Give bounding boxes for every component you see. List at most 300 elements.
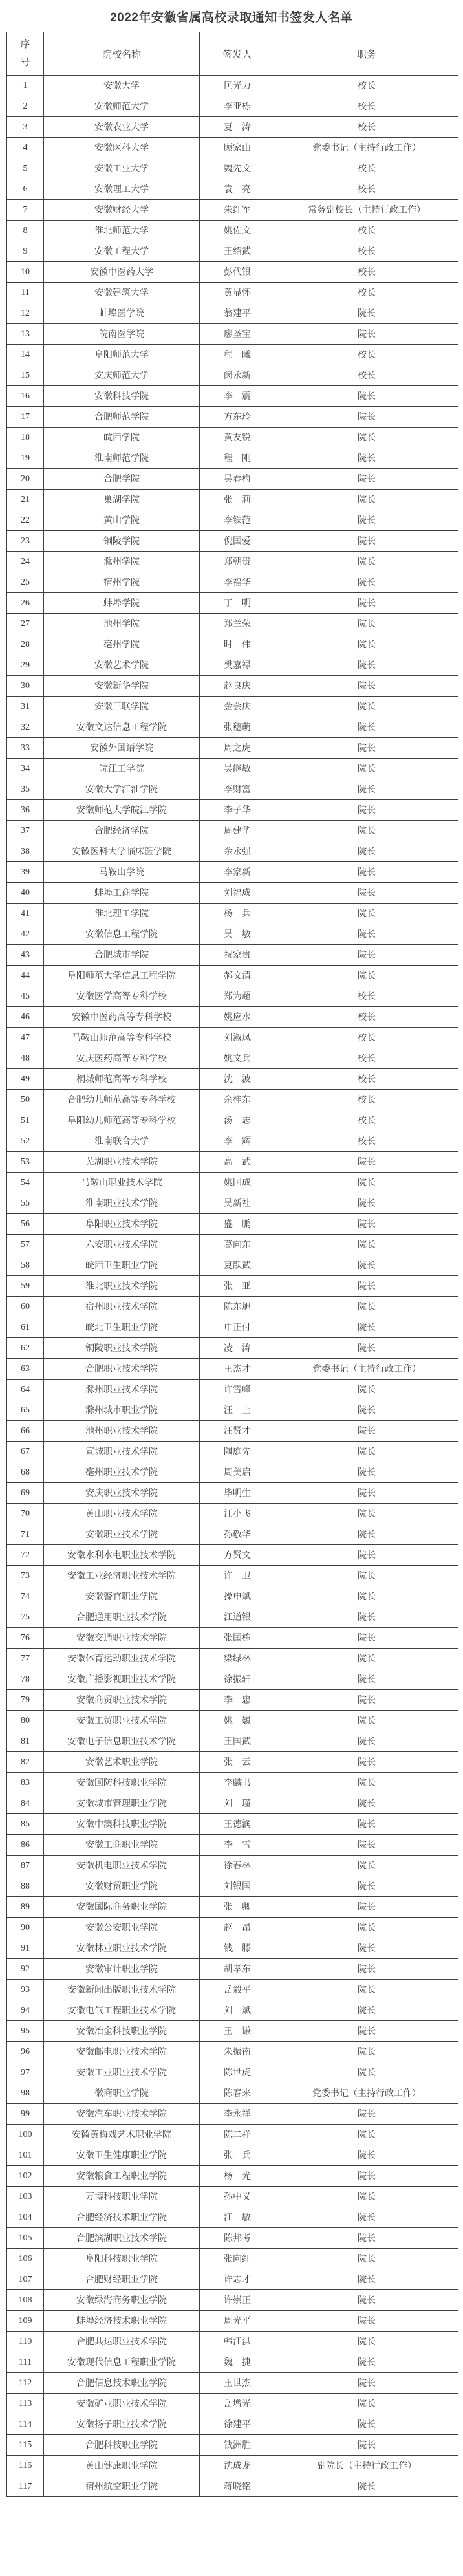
- cell-no: 45: [7, 986, 44, 1007]
- cell-position: 院长: [275, 2145, 458, 2166]
- cell-school: 蚌埠工商学院: [44, 883, 200, 904]
- cell-position: 院长: [275, 2249, 458, 2269]
- cell-no: 30: [7, 676, 44, 697]
- cell-school: 安徽科技学院: [44, 386, 200, 407]
- cell-signer: 凌 涛: [200, 1338, 275, 1359]
- cell-school: 安徽农业大学: [44, 117, 200, 138]
- table-row: [7, 986, 458, 1007]
- cell-no: 5: [7, 158, 44, 179]
- table-row: [7, 1255, 458, 1276]
- cell-position: 院长: [275, 904, 458, 924]
- cell-school: 安徽商贸职业技术学院: [44, 1690, 200, 1711]
- cell-position: 校长: [275, 1048, 458, 1069]
- cell-school: 安徽公安职业学院: [44, 1918, 200, 1938]
- cell-school: 安徽邮电职业技术学院: [44, 2042, 200, 2062]
- cell-signer: 陶庭先: [200, 1442, 275, 1462]
- cell-position: 院长: [275, 738, 458, 759]
- cell-signer: 余永强: [200, 841, 275, 862]
- table-row: [7, 738, 458, 759]
- cell-school: 安徽现代信息工程职业学院: [44, 2352, 200, 2373]
- cell-signer: 方贤文: [200, 1545, 275, 1566]
- cell-no: 15: [7, 365, 44, 386]
- cell-position: 院长: [275, 759, 458, 779]
- cell-no: 64: [7, 1380, 44, 1400]
- cell-signer: 李子华: [200, 800, 275, 821]
- cell-position: 院长: [275, 572, 458, 593]
- table-row: [7, 904, 458, 924]
- cell-school: 巢湖学院: [44, 490, 200, 510]
- cell-position: 院长: [275, 1731, 458, 1752]
- cell-school: 马鞍山学院: [44, 862, 200, 883]
- cell-position: 院长: [275, 2414, 458, 2435]
- cell-position: 院长: [275, 1442, 458, 1462]
- cell-school: 黄山健康职业学院: [44, 2456, 200, 2476]
- table-row: [7, 1069, 458, 1090]
- cell-school: 安徽工程大学: [44, 241, 200, 262]
- cell-position: 院长: [275, 1690, 458, 1711]
- cell-signer: 许雪峰: [200, 1380, 275, 1400]
- cell-no: 35: [7, 779, 44, 800]
- cell-school: 合肥学院: [44, 469, 200, 490]
- cell-school: 皖北卫生职业学院: [44, 1317, 200, 1338]
- cell-school: 安徽电子信息职业技术学院: [44, 1731, 200, 1752]
- cell-signer: 张穗萌: [200, 717, 275, 738]
- cell-school: 安徽粮食工程职业学院: [44, 2166, 200, 2187]
- table-row: [7, 676, 458, 697]
- cell-school: 阜阳师范大学: [44, 345, 200, 365]
- cell-signer: 孙敬华: [200, 1524, 275, 1545]
- table-row: [7, 1566, 458, 1586]
- cell-no: 60: [7, 1297, 44, 1317]
- cell-position: 校长: [275, 158, 458, 179]
- cell-school: 滁州学院: [44, 552, 200, 572]
- cell-signer: 翁建平: [200, 303, 275, 324]
- cell-signer: 孙中义: [200, 2187, 275, 2207]
- cell-position: 院长: [275, 1856, 458, 1876]
- cell-signer: 夏跃武: [200, 1255, 275, 1276]
- table-row: [7, 1669, 458, 1690]
- table-row: [7, 1856, 458, 1876]
- cell-no: 100: [7, 2125, 44, 2145]
- cell-no: 90: [7, 1918, 44, 1938]
- cell-signer: 刘 瑾: [200, 1793, 275, 1814]
- cell-no: 56: [7, 1214, 44, 1235]
- cell-position: 院长: [275, 1173, 458, 1193]
- cell-position: 院长: [275, 1897, 458, 1918]
- cell-school: 蚌埠学院: [44, 593, 200, 614]
- cell-no: 111: [7, 2352, 44, 2373]
- cell-school: 宿州职业技术学院: [44, 1297, 200, 1317]
- table-row: [7, 1545, 458, 1566]
- cell-no: 39: [7, 862, 44, 883]
- cell-signer: 高 武: [200, 1152, 275, 1173]
- cell-no: 105: [7, 2228, 44, 2249]
- cell-signer: 李亚栋: [200, 96, 275, 117]
- cell-school: 安徽冶金科技职业学院: [44, 2021, 200, 2042]
- cell-no: 12: [7, 303, 44, 324]
- cell-no: 9: [7, 241, 44, 262]
- cell-signer: 张 云: [200, 1752, 275, 1773]
- cell-position: 院长: [275, 1793, 458, 1814]
- cell-position: 院长: [275, 1607, 458, 1628]
- header-no: 序号: [7, 32, 44, 76]
- cell-signer: 王国武: [200, 1731, 275, 1752]
- table-row: [7, 2456, 458, 2476]
- cell-no: 14: [7, 345, 44, 365]
- table-row: [7, 2435, 458, 2456]
- cell-signer: 魏 捷: [200, 2352, 275, 2373]
- cell-position: 院长: [275, 1524, 458, 1545]
- cell-no: 57: [7, 1235, 44, 1255]
- cell-no: 84: [7, 1793, 44, 1814]
- table-row: [7, 1380, 458, 1400]
- table-row: [7, 1918, 458, 1938]
- cell-no: 25: [7, 572, 44, 593]
- table-row: [7, 1235, 458, 1255]
- table-row: [7, 2000, 458, 2021]
- cell-no: 85: [7, 1814, 44, 1835]
- cell-signer: 李财富: [200, 779, 275, 800]
- cell-signer: 李福华: [200, 572, 275, 593]
- cell-no: 22: [7, 510, 44, 531]
- cell-signer: 郑朝贵: [200, 552, 275, 572]
- cell-no: 11: [7, 283, 44, 303]
- cell-school: 合肥信息技术职业学院: [44, 2373, 200, 2394]
- cell-signer: 张 亚: [200, 1276, 275, 1297]
- table-row: [7, 1400, 458, 1421]
- cell-position: 校长: [275, 241, 458, 262]
- cell-signer: 沈 波: [200, 1069, 275, 1090]
- cell-no: 34: [7, 759, 44, 779]
- cell-no: 112: [7, 2373, 44, 2394]
- cell-no: 91: [7, 1938, 44, 1959]
- table-row: [7, 1214, 458, 1235]
- table-row: [7, 697, 458, 717]
- cell-signer: 陈东旭: [200, 1297, 275, 1317]
- table-row: [7, 96, 458, 117]
- cell-position: 校长: [275, 986, 458, 1007]
- cell-position: 院长: [275, 1400, 458, 1421]
- cell-school: 安徽广播影视职业技术学院: [44, 1669, 200, 1690]
- cell-signer: 闵永新: [200, 365, 275, 386]
- cell-position: 院长: [275, 1773, 458, 1793]
- cell-position: 院长: [275, 1752, 458, 1773]
- table-row: [7, 1442, 458, 1462]
- table-row: [7, 1028, 458, 1048]
- cell-school: 滁州城市职业学院: [44, 1400, 200, 1421]
- cell-school: 皖江工学院: [44, 759, 200, 779]
- cell-no: 96: [7, 2042, 44, 2062]
- table-row: [7, 283, 458, 303]
- cell-school: 安徽中医药高等专科学校: [44, 1007, 200, 1028]
- cell-school: 淮北师范大学: [44, 221, 200, 241]
- cell-school: 滁州职业技术学院: [44, 1380, 200, 1400]
- table-row: [7, 324, 458, 345]
- cell-no: 87: [7, 1856, 44, 1876]
- cell-position: 院长: [275, 2290, 458, 2311]
- cell-position: 院长: [275, 469, 458, 490]
- cell-no: 97: [7, 2062, 44, 2083]
- cell-no: 44: [7, 966, 44, 986]
- cell-no: 54: [7, 1173, 44, 1193]
- table-row: [7, 386, 458, 407]
- table-row: [7, 862, 458, 883]
- cell-signer: 李家新: [200, 862, 275, 883]
- cell-no: 59: [7, 1276, 44, 1297]
- cell-school: 安徽工业大学: [44, 158, 200, 179]
- table-row: [7, 1504, 458, 1524]
- cell-no: 77: [7, 1649, 44, 1669]
- cell-position: 党委书记（主持行政工作）: [275, 1359, 458, 1380]
- cell-signer: 胡孝东: [200, 1959, 275, 1980]
- cell-school: 安徽大学: [44, 76, 200, 96]
- cell-position: 党委书记（主持行政工作）: [275, 138, 458, 158]
- cell-signer: 周之虎: [200, 738, 275, 759]
- cell-signer: 时 伟: [200, 634, 275, 655]
- header-signer: 签发人: [200, 32, 275, 76]
- cell-signer: 姚国成: [200, 1173, 275, 1193]
- cell-school: 合肥师范学院: [44, 407, 200, 428]
- cell-no: 43: [7, 945, 44, 966]
- cell-signer: 张 莉: [200, 490, 275, 510]
- cell-signer: 陈邦考: [200, 2228, 275, 2249]
- cell-school: 宿州航空职业学院: [44, 2476, 200, 2497]
- cell-signer: 李 震: [200, 386, 275, 407]
- cell-no: 103: [7, 2187, 44, 2207]
- table-row: [7, 655, 458, 676]
- cell-position: 院长: [275, 1255, 458, 1276]
- cell-position: 校长: [275, 1090, 458, 1110]
- cell-signer: 姚文兵: [200, 1048, 275, 1069]
- cell-position: 校长: [275, 1131, 458, 1152]
- cell-no: 50: [7, 1090, 44, 1110]
- cell-no: 68: [7, 1462, 44, 1483]
- table-row: [7, 158, 458, 179]
- cell-signer: 岳增光: [200, 2394, 275, 2414]
- cell-school: 安徽中澳科技职业学院: [44, 1814, 200, 1835]
- page-title: 2022年安徽省属高校录取通知书签发人名单: [110, 11, 353, 25]
- cell-no: 82: [7, 1752, 44, 1773]
- cell-no: 24: [7, 552, 44, 572]
- table-row: [7, 821, 458, 841]
- cell-signer: 金会庆: [200, 697, 275, 717]
- cell-school: 安徽电气工程职业技术学院: [44, 2000, 200, 2021]
- cell-position: 院长: [275, 2000, 458, 2021]
- cell-position: 院长: [275, 2352, 458, 2373]
- table-row: [7, 1649, 458, 1669]
- cell-signer: 吴新社: [200, 1193, 275, 1214]
- cell-signer: 陈世虎: [200, 2062, 275, 2083]
- cell-school: 安徽师范大学皖江学院: [44, 800, 200, 821]
- cell-school: 安徽工商职业学院: [44, 1835, 200, 1856]
- cell-no: 72: [7, 1545, 44, 1566]
- cell-no: 46: [7, 1007, 44, 1028]
- cell-signer: 朱振南: [200, 2042, 275, 2062]
- table-row: [7, 1131, 458, 1152]
- cell-school: 阜阳幼儿师范高等专科学校: [44, 1110, 200, 1131]
- cell-no: 49: [7, 1069, 44, 1090]
- table-row: [7, 1876, 458, 1897]
- cell-position: 院长: [275, 1628, 458, 1649]
- cell-school: 安徽三联学院: [44, 697, 200, 717]
- table-row: [7, 1317, 458, 1338]
- cell-school: 安徽艺术学院: [44, 655, 200, 676]
- cell-position: 校长: [275, 1069, 458, 1090]
- cell-school: 安徽建筑大学: [44, 283, 200, 303]
- cell-no: 98: [7, 2083, 44, 2104]
- cell-signer: 方东玲: [200, 407, 275, 428]
- cell-signer: 王 谦: [200, 2021, 275, 2042]
- table-row: [7, 759, 458, 779]
- cell-no: 28: [7, 634, 44, 655]
- cell-position: 院长: [275, 2332, 458, 2352]
- cell-position: 院长: [275, 2207, 458, 2228]
- cell-position: 院长: [275, 2228, 458, 2249]
- cell-signer: 赵良庆: [200, 676, 275, 697]
- table-row: [7, 1959, 458, 1980]
- table-row: [7, 2311, 458, 2332]
- cell-position: 院长: [275, 614, 458, 634]
- cell-signer: 余桂东: [200, 1090, 275, 1110]
- cell-no: 8: [7, 221, 44, 241]
- cell-position: 院长: [275, 386, 458, 407]
- cell-no: 17: [7, 407, 44, 428]
- cell-position: 院长: [275, 1338, 458, 1359]
- cell-signer: 廖圣宝: [200, 324, 275, 345]
- cell-signer: 李 忠: [200, 1690, 275, 1711]
- cell-position: 院长: [275, 1504, 458, 1524]
- cell-no: 19: [7, 448, 44, 469]
- cell-school: 宿州学院: [44, 572, 200, 593]
- cell-position: 院长: [275, 1193, 458, 1214]
- cell-no: 27: [7, 614, 44, 634]
- table-row: [7, 1814, 458, 1835]
- cell-school: 安徽中医药大学: [44, 262, 200, 283]
- table-row: [7, 345, 458, 365]
- cell-signer: 刘银国: [200, 1876, 275, 1897]
- cell-no: 37: [7, 821, 44, 841]
- cell-no: 3: [7, 117, 44, 138]
- cell-school: 阜阳师范大学信息工程学院: [44, 966, 200, 986]
- cell-school: 安徽汽车职业技术学院: [44, 2104, 200, 2125]
- table-row: [7, 2207, 458, 2228]
- cell-signer: 钱洲胜: [200, 2435, 275, 2456]
- cell-position: 院长: [275, 552, 458, 572]
- cell-school: 皖南医学院: [44, 324, 200, 345]
- cell-no: 108: [7, 2290, 44, 2311]
- cell-no: 67: [7, 1442, 44, 1462]
- cell-school: 安徽外国语学院: [44, 738, 200, 759]
- cell-position: 院长: [275, 841, 458, 862]
- cell-position: 院长: [275, 2166, 458, 2187]
- cell-signer: 李麟书: [200, 1773, 275, 1793]
- cell-signer: 匡光力: [200, 76, 275, 96]
- cell-no: 101: [7, 2145, 44, 2166]
- table-row: [7, 841, 458, 862]
- cell-signer: 姚 巍: [200, 1711, 275, 1731]
- table-row: [7, 510, 458, 531]
- cell-signer: 黄友锐: [200, 428, 275, 448]
- cell-no: 36: [7, 800, 44, 821]
- cell-position: 校长: [275, 365, 458, 386]
- cell-school: 安徽工业经济职业技术学院: [44, 1566, 200, 1586]
- table-row: [7, 1607, 458, 1628]
- cell-position: 院长: [275, 634, 458, 655]
- cell-position: 院长: [275, 1566, 458, 1586]
- cell-no: 110: [7, 2332, 44, 2352]
- cell-no: 52: [7, 1131, 44, 1152]
- table-row: [7, 1628, 458, 1649]
- cell-signer: 徐建平: [200, 2414, 275, 2435]
- cell-signer: 王世杰: [200, 2373, 275, 2394]
- cell-school: 安徽职业技术学院: [44, 1524, 200, 1545]
- cell-signer: 祝家贵: [200, 945, 275, 966]
- cell-no: 117: [7, 2476, 44, 2497]
- cell-school: 合肥职业技术学院: [44, 1359, 200, 1380]
- cell-no: 66: [7, 1421, 44, 1442]
- cell-no: 48: [7, 1048, 44, 1069]
- cell-no: 40: [7, 883, 44, 904]
- cell-position: 校长: [275, 96, 458, 117]
- cell-position: 院长: [275, 800, 458, 821]
- cell-no: 81: [7, 1731, 44, 1752]
- cell-school: 安徽财贸职业学院: [44, 1876, 200, 1897]
- cell-signer: 周美启: [200, 1462, 275, 1483]
- table-row: [7, 2228, 458, 2249]
- cell-signer: 岳毅平: [200, 1980, 275, 2000]
- cell-school: 安徽艺术职业学院: [44, 1752, 200, 1773]
- table-row: [7, 428, 458, 448]
- cell-position: 院长: [275, 2394, 458, 2414]
- cell-school: 合肥共达职业技术学院: [44, 2332, 200, 2352]
- cell-signer: 葛向东: [200, 1235, 275, 1255]
- cell-school: 合肥幼儿师范高等专科学校: [44, 1090, 200, 1110]
- table-row: [7, 966, 458, 986]
- cell-no: 113: [7, 2394, 44, 2414]
- cell-position: 院长: [275, 1669, 458, 1690]
- cell-position: 院长: [275, 2311, 458, 2332]
- table-row: [7, 1462, 458, 1483]
- table-header-row: [7, 32, 458, 76]
- cell-school: 淮南师范学院: [44, 448, 200, 469]
- cell-school: 淮北职业技术学院: [44, 1276, 200, 1297]
- cell-no: 55: [7, 1193, 44, 1214]
- cell-position: 院长: [275, 1980, 458, 2000]
- cell-school: 安庆师范大学: [44, 365, 200, 386]
- cell-no: 26: [7, 593, 44, 614]
- cell-school: 安徽医科大学: [44, 138, 200, 158]
- table-row: [7, 634, 458, 655]
- cell-school: 安庆职业技术学院: [44, 1483, 200, 1504]
- cell-position: 院长: [275, 1483, 458, 1504]
- cell-no: 47: [7, 1028, 44, 1048]
- cell-signer: 张 兵: [200, 2145, 275, 2166]
- table-row: [7, 2373, 458, 2394]
- cell-school: 宣城职业技术学院: [44, 1442, 200, 1462]
- cell-school: 铜陵学院: [44, 531, 200, 552]
- cell-position: 院长: [275, 1380, 458, 1400]
- cell-signer: 周光平: [200, 2311, 275, 2332]
- cell-school: 黄山学院: [44, 510, 200, 531]
- cell-signer: 钱 滕: [200, 1938, 275, 1959]
- cell-position: 院长: [275, 490, 458, 510]
- table-row: [7, 1297, 458, 1317]
- cell-position: 院长: [275, 676, 458, 697]
- table-row: [7, 614, 458, 634]
- cell-position: 院长: [275, 1814, 458, 1835]
- cell-school: 安徽扬子职业技术学院: [44, 2414, 200, 2435]
- cell-signer: 沈成龙: [200, 2456, 275, 2476]
